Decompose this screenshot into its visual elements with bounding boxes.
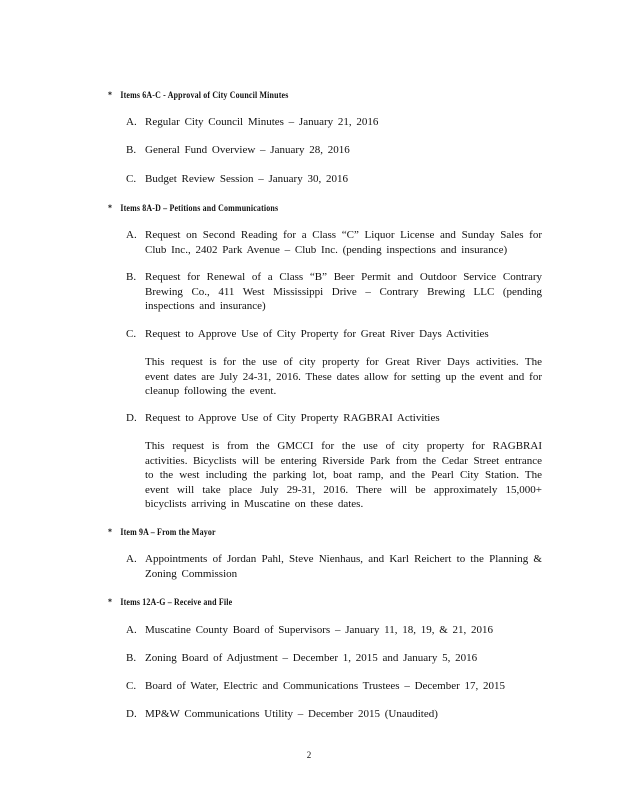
- list-item: D. MP&W Communications Utility – December 2015 (Unaudited): [126, 708, 438, 720]
- section-heading: * Items 8A-D – Petitions and Communications: [108, 203, 279, 213]
- section-heading: * Items 12A-G – Receive and File: [108, 597, 233, 607]
- list-item: C. Board of Water, Electric and Communications Trustees – December 17, 2015: [126, 680, 506, 692]
- section-heading: * Item 9A – From the Mayor: [108, 527, 216, 537]
- list-item: B. Request for Renewal of a Class “B” Beer Permit and Outdoor Service Contrary Brewing Co., 411 West Mississippi Drive – Contrary Brewing LLC (pending inspections and insurance): [126, 271, 542, 312]
- list-item: A. Muscatine County Board of Supervisors – January 11, 18, 19, & 21, 2016: [126, 624, 494, 636]
- bullet-icon: *: [108, 597, 113, 607]
- bullet-icon: *: [108, 527, 113, 537]
- list-item: A. Regular City Council Minutes – January 21, 2016: [126, 116, 379, 128]
- list-item: A. Appointments of Jordan Pahl, Steve Nienhaus, and Karl Reichert to the Planning & Zoning Commission: [126, 553, 542, 580]
- list-item: B. Zoning Board of Adjustment – December 1, 2015 and January 5, 2016: [126, 652, 478, 664]
- list-item: B. General Fund Overview – January 28, 2016: [126, 144, 350, 156]
- bullet-icon: *: [108, 203, 113, 213]
- page-number: 2: [306, 750, 312, 760]
- list-item: C. Budget Review Session – January 30, 2016: [126, 173, 348, 185]
- item-description: This request is from the GMCCI for the use of city property for RAGBRAI activities. Bicyclists will be entering Riverside Park from the Cedar Street entrance to the west including the parking lot, boat ramp, and the Pearl City Station. The event will take place July 29-31, 2016. There will be approximately 15,000+ bicyclists arriving in Muscatine on these dates.: [145, 440, 542, 510]
- section-heading: * Items 6A-C - Approval of City Council Minutes: [108, 90, 289, 100]
- bullet-icon: *: [108, 90, 113, 100]
- item-description: This request is for the use of city property for Great River Days activities. The event dates are July 24-31, 2016. These dates allow for setting up the event and for cleanup following the event.: [145, 356, 542, 397]
- list-item: A. Request on Second Reading for a Class “C” Liquor License and Sunday Sales for Club Inc., 2402 Park Avenue – Club Inc. (pending inspections and insurance): [126, 229, 542, 256]
- list-item: D. Request to Approve Use of City Property RAGBRAI Activities: [126, 412, 440, 424]
- list-item: C. Request to Approve Use of City Property for Great River Days Activities: [126, 328, 489, 340]
